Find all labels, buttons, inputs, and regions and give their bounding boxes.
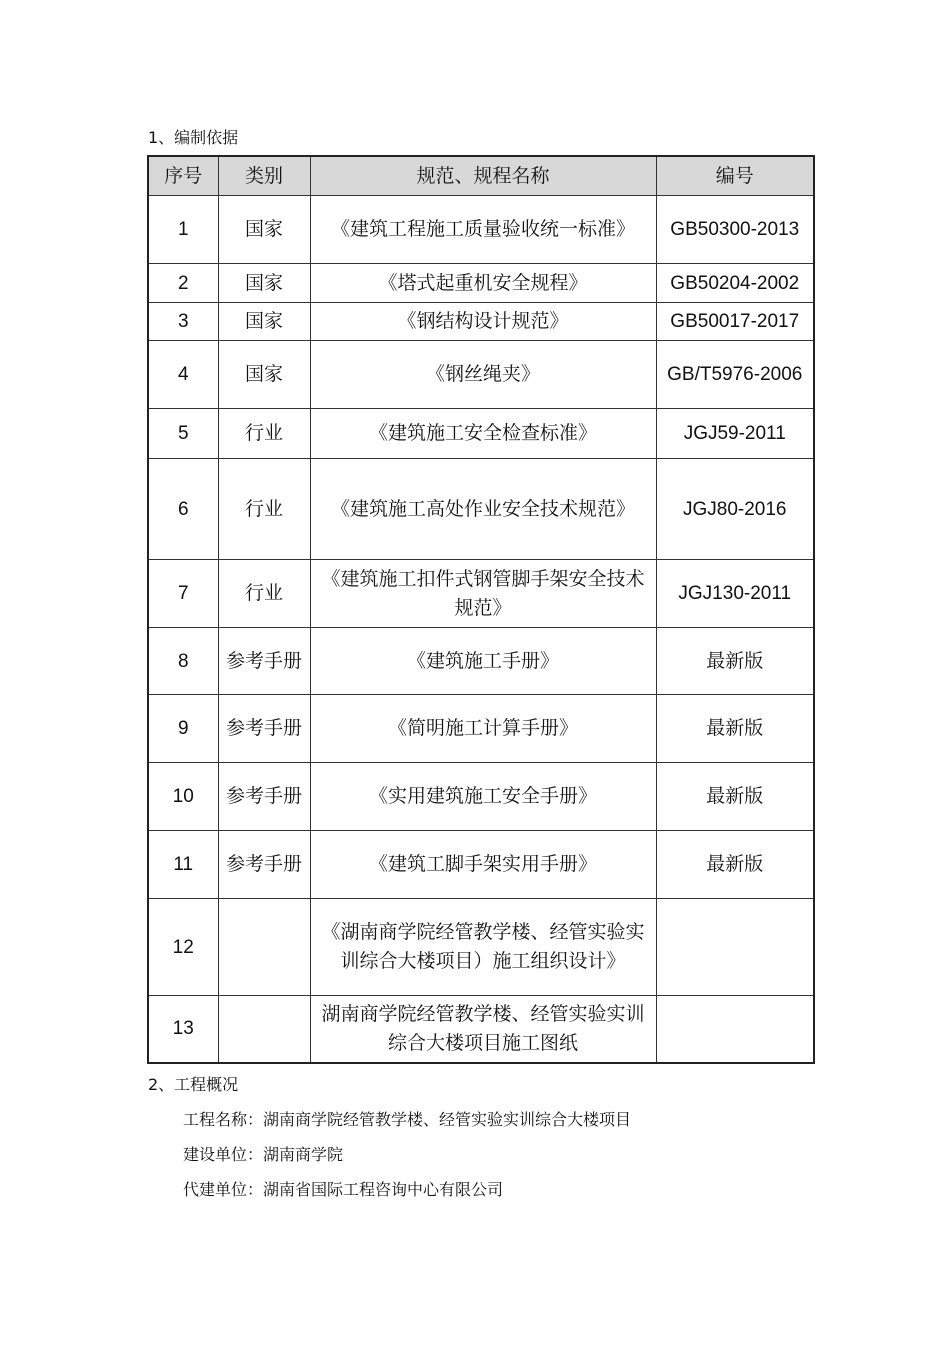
cell-code: JGJ130-2011 <box>656 560 814 628</box>
cell-name: 《塔式起重机安全规程》 <box>310 264 656 303</box>
cell-no: 12 <box>148 899 218 996</box>
cell-no: 2 <box>148 264 218 303</box>
table-row <box>148 695 814 763</box>
cell-name: 《湖南商学院经管教学楼、经管实验实训综合大楼项目）施工组织设计》 <box>310 899 656 996</box>
cell-code: 最新版 <box>656 831 814 899</box>
section-2-title: 2、工程概况 <box>148 1075 239 1094</box>
cell-no: 4 <box>148 341 218 409</box>
cell-no: 6 <box>148 459 218 560</box>
table-row <box>148 409 814 459</box>
builder-line: 建设单位：湖南商学院 <box>183 1145 344 1164</box>
cell-name: 《简明施工计算手册》 <box>310 695 656 763</box>
cell-name: 《建筑施工手册》 <box>310 628 656 695</box>
table-row <box>148 831 814 899</box>
table-header-row <box>148 156 814 196</box>
cell-no: 3 <box>148 303 218 341</box>
table-row <box>148 996 814 1063</box>
cell-category: 行业 <box>218 409 310 459</box>
cell-category: 国家 <box>218 196 310 264</box>
cell-no: 8 <box>148 628 218 695</box>
table-row <box>148 303 814 341</box>
cell-category: 行业 <box>218 560 310 628</box>
cell-category: 参考手册 <box>218 831 310 899</box>
cell-name: 《建筑工程施工质量验收统一标准》 <box>310 196 656 264</box>
cell-no: 10 <box>148 763 218 831</box>
table-row <box>148 264 814 303</box>
cell-code: 最新版 <box>656 695 814 763</box>
cell-category: 国家 <box>218 303 310 341</box>
table-row <box>148 763 814 831</box>
section-1-title: 1、编制依据 <box>148 128 239 147</box>
cell-no: 9 <box>148 695 218 763</box>
cell-category: 行业 <box>218 459 310 560</box>
cell-code <box>656 996 814 1063</box>
table-row <box>148 899 814 996</box>
cell-no: 5 <box>148 409 218 459</box>
cell-name: 《钢丝绳夹》 <box>310 341 656 409</box>
header-code: 编号 <box>656 156 814 196</box>
cell-code: GB50300-2013 <box>656 196 814 264</box>
cell-no: 7 <box>148 560 218 628</box>
cell-code <box>656 899 814 996</box>
cell-code: JGJ59-2011 <box>656 409 814 459</box>
cell-category: 国家 <box>218 341 310 409</box>
cell-code: GB50017-2017 <box>656 303 814 341</box>
cell-code: JGJ80-2016 <box>656 459 814 560</box>
cell-no: 13 <box>148 996 218 1063</box>
agent-line: 代建单位：湖南省国际工程咨询中心有限公司 <box>183 1180 504 1199</box>
cell-name: 《钢结构设计规范》 <box>310 303 656 341</box>
cell-code: GB50204-2002 <box>656 264 814 303</box>
reference-standards-table <box>147 155 815 1064</box>
table-row <box>148 341 814 409</box>
table-row <box>148 459 814 560</box>
cell-name: 《建筑施工扣件式钢管脚手架安全技术规范》 <box>310 560 656 628</box>
cell-no: 11 <box>148 831 218 899</box>
table-row <box>148 196 814 264</box>
cell-category: 参考手册 <box>218 628 310 695</box>
cell-category: 国家 <box>218 264 310 303</box>
cell-code: GB/T5976-2006 <box>656 341 814 409</box>
project-name-line: 工程名称：湖南商学院经管教学楼、经管实验实训综合大楼项目 <box>183 1110 632 1129</box>
cell-category: 参考手册 <box>218 695 310 763</box>
header-category: 类别 <box>218 156 310 196</box>
cell-category: 参考手册 <box>218 763 310 831</box>
cell-name: 湖南商学院经管教学楼、经管实验实训综合大楼项目施工图纸 <box>310 996 656 1063</box>
header-no: 序号 <box>148 156 218 196</box>
cell-code: 最新版 <box>656 628 814 695</box>
header-name: 规范、规程名称 <box>310 156 656 196</box>
cell-no: 1 <box>148 196 218 264</box>
table-row <box>148 628 814 695</box>
cell-name: 《建筑施工安全检查标准》 <box>310 409 656 459</box>
cell-code: 最新版 <box>656 763 814 831</box>
table-row <box>148 560 814 628</box>
cell-name: 《实用建筑施工安全手册》 <box>310 763 656 831</box>
cell-category <box>218 996 310 1063</box>
cell-name: 《建筑施工高处作业安全技术规范》 <box>310 459 656 560</box>
cell-category <box>218 899 310 996</box>
cell-name: 《建筑工脚手架实用手册》 <box>310 831 656 899</box>
